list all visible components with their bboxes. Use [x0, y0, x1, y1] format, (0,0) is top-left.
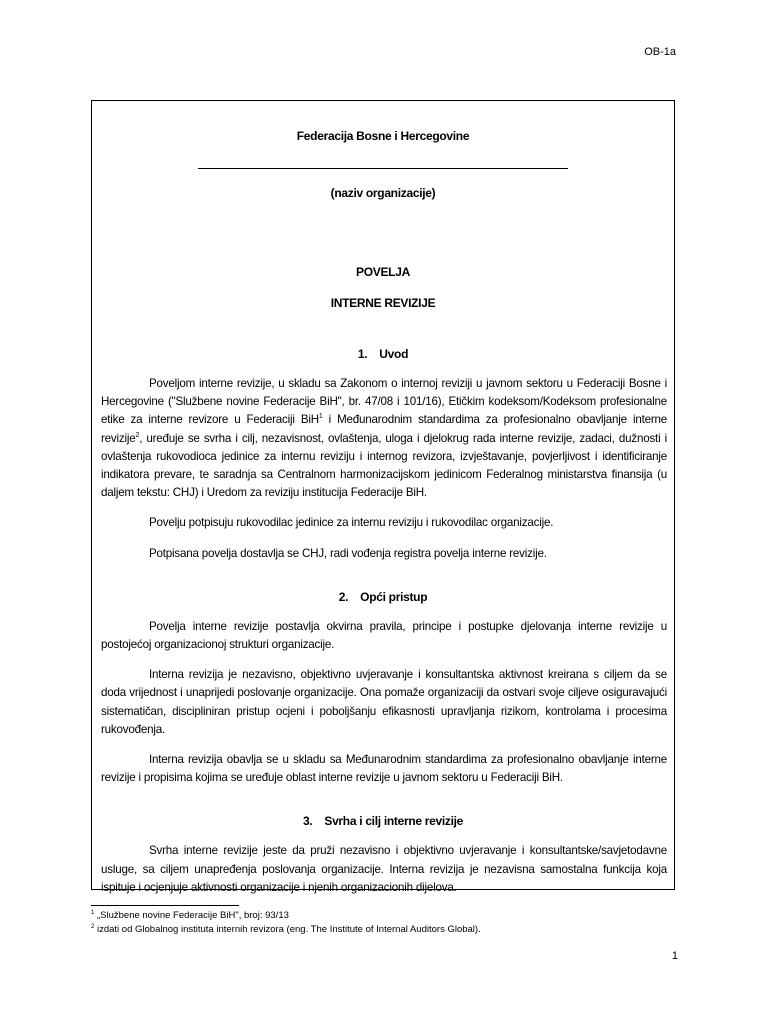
footnote	[91, 909, 481, 923]
page-number: 1	[671, 950, 678, 962]
paragraph	[101, 375, 667, 502]
footnote	[91, 923, 481, 937]
paragraph-text: , uređuje se svrha i cilj, nezavisnost, ovlaštenja, uloga i djelokrug rada interne revizije, zadaci, dužnosti i ovlaštenja rukovodioca jedinice za internu reviziju i internog revizora, izvještavanje, povjerljivost i identificiranje indikatora prevare, te saradnja sa Centralnom harmonizacijskom jedinicom Federalnog ministarstva finansija (u daljem tekstu: CHJ) i Uredom za reviziju institucija Federacije BiH.	[101, 431, 667, 500]
paragraph: Povelju potpisuju rukovodilac jedinice za internu reviziju i rukovodilac organizacije.	[149, 516, 554, 530]
paragraph: Potpisana povelja dostavlja se CHJ, radi vođenja registra povelja interne revizije.	[149, 546, 547, 560]
section-number: 2.	[338, 589, 349, 604]
document-title: POVELJA	[356, 265, 410, 279]
footnote-ref: 2	[135, 431, 140, 439]
footnote-mark: 1	[91, 909, 95, 916]
section-heading-uvod	[91, 347, 675, 361]
section-title: Opći pristup	[360, 589, 428, 604]
section-title: Uvod	[379, 347, 409, 361]
document-subtitle: INTERNE REVIZIJE	[330, 296, 436, 310]
paragraph-text: i Međunarodnim standardima za profesionalno obavljanje interne revizije	[101, 413, 667, 445]
footnote-separator	[91, 905, 239, 906]
paragraph: Povelja interne revizije postavlja okvirna pravila, principe i postupke djelovanja interne revizije u postojećoj organizacionoj strukturi organizacije.	[101, 619, 667, 652]
paragraph: Interna revizija je nezavisno, objektivno uvjeravanje i konsultantska aktivnost kreirana s ciljem da se doda vrijednost i unaprijedi poslovanje organizacije. Ona pomaže organizaciji da ostvari svoje ciljeve osiguravajući sistematičan, discipliniran pristup ocjeni i poboljšanju efikasnosti upravljanja rizikom, kontrolama i procesima rukovođenja.	[101, 668, 667, 736]
section-heading-opci-pristup	[91, 590, 675, 604]
section-title: Svrha i cilj interne revizije	[324, 814, 464, 829]
section-number: 3.	[302, 814, 313, 829]
footnote-ref: 1	[318, 413, 323, 421]
section-heading-svrha-i-cilj	[91, 814, 675, 828]
section-number: 1.	[357, 347, 368, 361]
document-content	[91, 100, 675, 897]
paragraph: Interna revizija obavlja se u skladu sa Međunarodnim standardima za profesionalno obavljanje interne revizije i propisima kojima se uređuje oblast interne revizije u javnom sektoru u Federaciji BiH.	[101, 753, 667, 785]
organization-name-blank-line	[198, 168, 568, 169]
footnote-text: izdati od Globalnog instituta internih revizora (eng. The Institute of Internal Auditors Global).	[94, 924, 481, 935]
footnotes	[91, 909, 481, 937]
footnote-mark: 2	[91, 923, 95, 930]
paragraph: Svrha interne revizije jeste da pruži nezavisno i objektivno uvjeravanje i konsultantske/savjetodavne usluge, sa ciljem unapređenja poslovanja organizacije. Interna revizija je nezavisna samostalna funkcija koja ispituje i ocjenjuje aktivnosti organizacije i njenih organizacionih dijelova.	[101, 844, 667, 894]
organization-name-caption: (naziv organizacije)	[330, 186, 436, 200]
footnote-text: „Službene novine Federacije BiH", broj: 93/13	[94, 910, 289, 921]
organization-name: Federacija Bosne i Hercegovine	[296, 129, 470, 143]
paragraph-text: Poveljom interne revizije, u skladu sa Zakonom o internoj reviziji u javnom sektoru u Federaciji Bosne i Hercegovine ("Službene novine Federacije BiH", br. 47/08 i 101/16), Etičkim kodeksom/Kodeksom profesionalne etike za interne revizore u Federaciji BiH	[101, 377, 667, 427]
document-code: OB-1a	[644, 46, 676, 58]
